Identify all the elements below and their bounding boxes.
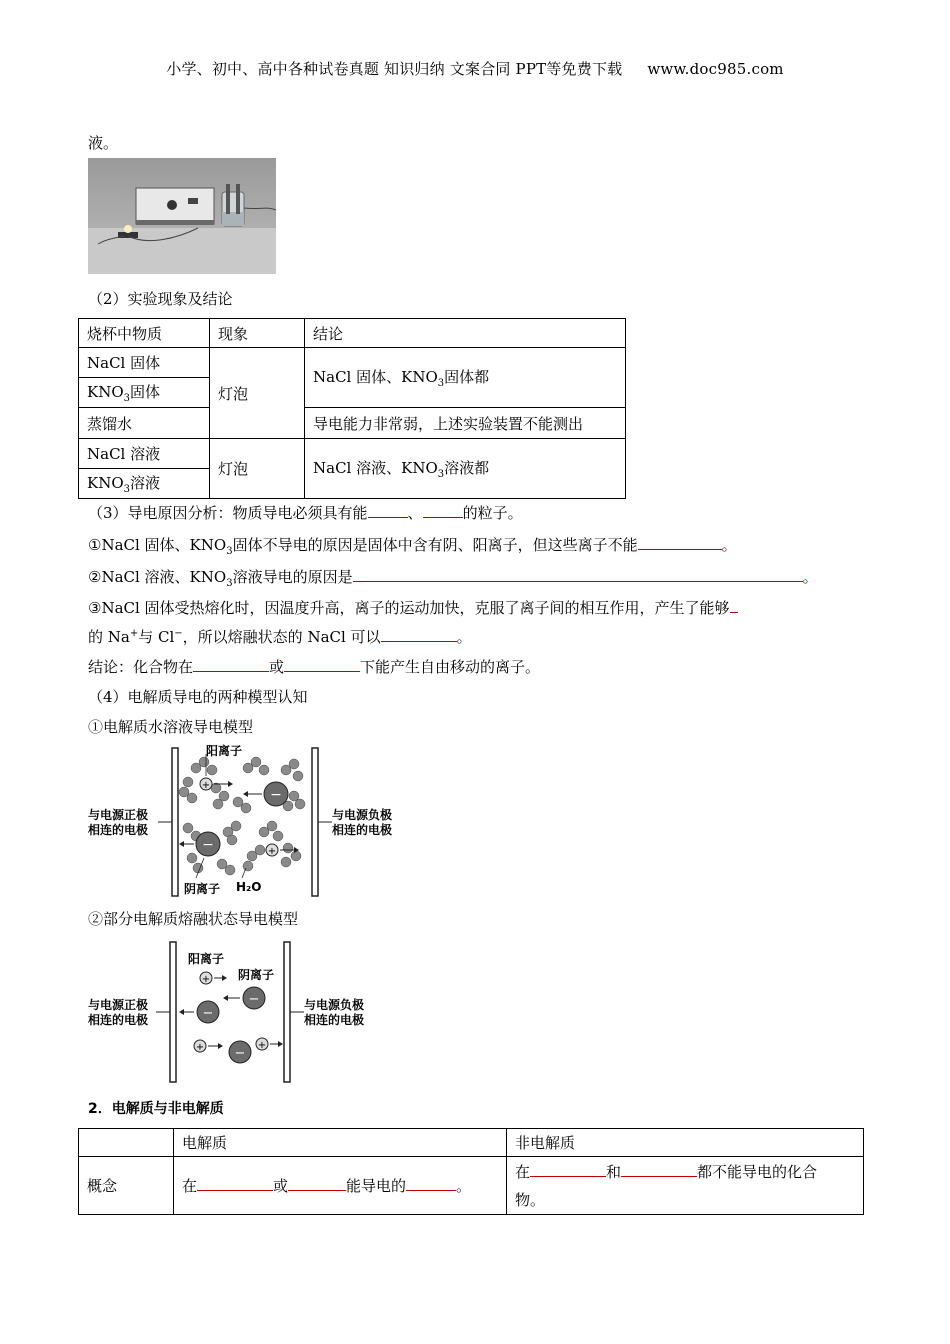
blank[interactable] xyxy=(284,656,360,672)
d2-left-label: 与电源正极 相连的电极 xyxy=(88,998,149,1027)
d1-anion-label: 阴离子 xyxy=(184,882,221,896)
svg-text:+: + xyxy=(267,846,277,857)
solution-model-diagram xyxy=(88,740,408,900)
svg-text:−: − xyxy=(202,837,214,853)
blank[interactable] xyxy=(288,1175,346,1191)
svg-text:−: − xyxy=(202,1006,214,1021)
cell-phenomenon-2: 灯泡 xyxy=(210,439,305,499)
intro-fragment: 液。 xyxy=(88,134,119,152)
cell-kno3-solid: $KNO_3$固体 xyxy=(79,378,210,408)
blank[interactable] xyxy=(730,597,738,613)
svg-text:+: + xyxy=(201,780,211,791)
item3-line1: ③NaCl 固体受热熔化时，因温度升高，离子的运动加快，克服了离子间的相互作用，产生了能够 xyxy=(88,597,738,618)
section2-title: （2）实验现象及结论 xyxy=(88,290,233,308)
model1-title: ①电解质水溶液导电模型 xyxy=(88,718,254,736)
blank[interactable] xyxy=(193,656,269,672)
d1-left-label: 与电源正极 相连的电极 xyxy=(88,808,149,837)
blank[interactable] xyxy=(423,502,463,518)
th-conclusion: 结论 xyxy=(305,319,626,348)
cell-conclusion-2: 导电能力非常弱，上述实验装置不能测出 xyxy=(305,408,626,439)
experiment-photo xyxy=(88,158,276,274)
th-substance: 烧杯中物质 xyxy=(79,319,210,348)
experiment-table xyxy=(78,318,626,499)
t2-corner xyxy=(79,1129,174,1157)
d2-anion-label: 阴离子 xyxy=(238,968,275,982)
item1: ①NaCl 固体、$KNO_3$固体不导电的原因是固体中含有阴、阳离子，但这些离子不能 。 xyxy=(88,536,737,557)
blank[interactable] xyxy=(197,1175,273,1191)
blank[interactable] xyxy=(353,566,803,582)
t2-cell-nonelectrolyte: 在 和 都不能导电的化合 物。 xyxy=(507,1157,864,1215)
d1-right-label: 与电源负极 相连的电极 xyxy=(332,808,393,837)
th-phenomenon: 现象 xyxy=(210,319,305,348)
cell-nacl-solid: NaCl 固体 xyxy=(79,348,210,378)
item2: ②NaCl 溶液、$KNO_3$溶液导电的原因是 。 xyxy=(88,568,818,589)
svg-text:−: − xyxy=(248,992,260,1007)
blank[interactable] xyxy=(638,534,722,550)
part2-title: 2．电解质与非电解质 xyxy=(88,1101,224,1117)
model2-title: ②部分电解质熔融状态导电模型 xyxy=(88,910,299,928)
blank[interactable] xyxy=(368,502,408,518)
cell-conclusion-1: NaCl 固体、$KNO_3$固体都 xyxy=(305,348,626,408)
conclusion: 结论：化合物在 或 下能产生自由移动的离子。 xyxy=(88,658,541,676)
section3-title: （3）导电原因分析：物质导电必须具有能 、 的粒子。 xyxy=(88,504,523,522)
electrolyte-table xyxy=(78,1128,864,1215)
molten-model-diagram xyxy=(88,940,388,1086)
cell-kno3-solution: $KNO_3$溶液 xyxy=(79,469,210,499)
cell-nacl-solution: NaCl 溶液 xyxy=(79,439,210,469)
svg-text:+: + xyxy=(195,1042,205,1053)
blank[interactable] xyxy=(406,1175,456,1191)
blank[interactable] xyxy=(530,1161,606,1177)
section4-title: （4）电解质导电的两种模型认知 xyxy=(88,688,308,706)
t2-th-nonelectrolyte: 非电解质 xyxy=(507,1129,864,1157)
t2-th-electrolyte: 电解质 xyxy=(174,1129,507,1157)
svg-text:+: + xyxy=(257,1040,267,1051)
d1-water-label: H₂O xyxy=(236,880,262,894)
d2-right-label: 与电源负极 相连的电极 xyxy=(304,998,365,1027)
blank[interactable] xyxy=(621,1161,697,1177)
page-header xyxy=(0,58,950,79)
header-text: 小学、初中、高中各种试卷真题 知识归纳 文案合同 PPT等免费下载 xyxy=(166,60,623,78)
t2-cell-electrolyte: 在 或 能导电的 。 xyxy=(174,1157,507,1215)
blank[interactable] xyxy=(381,626,457,642)
cell-water: 蒸馏水 xyxy=(79,408,210,439)
cell-conclusion-3: NaCl 溶液、$KNO_3$溶液都 xyxy=(305,439,626,499)
svg-text:+: + xyxy=(201,974,211,985)
d2-cation-label: 阳离子 xyxy=(188,952,225,966)
svg-text:−: − xyxy=(270,787,282,803)
svg-text:−: − xyxy=(234,1046,246,1061)
header-url[interactable]: www.doc985.com xyxy=(647,60,784,78)
t2-row-concept: 概念 xyxy=(79,1157,174,1215)
cell-phenomenon-1: 灯泡 xyxy=(210,348,305,439)
item3-line2: 的 Na+与 Cl−，所以熔融状态的 NaCl 可以 。 xyxy=(88,628,472,646)
d1-cation-label: 阳离子 xyxy=(206,744,243,758)
